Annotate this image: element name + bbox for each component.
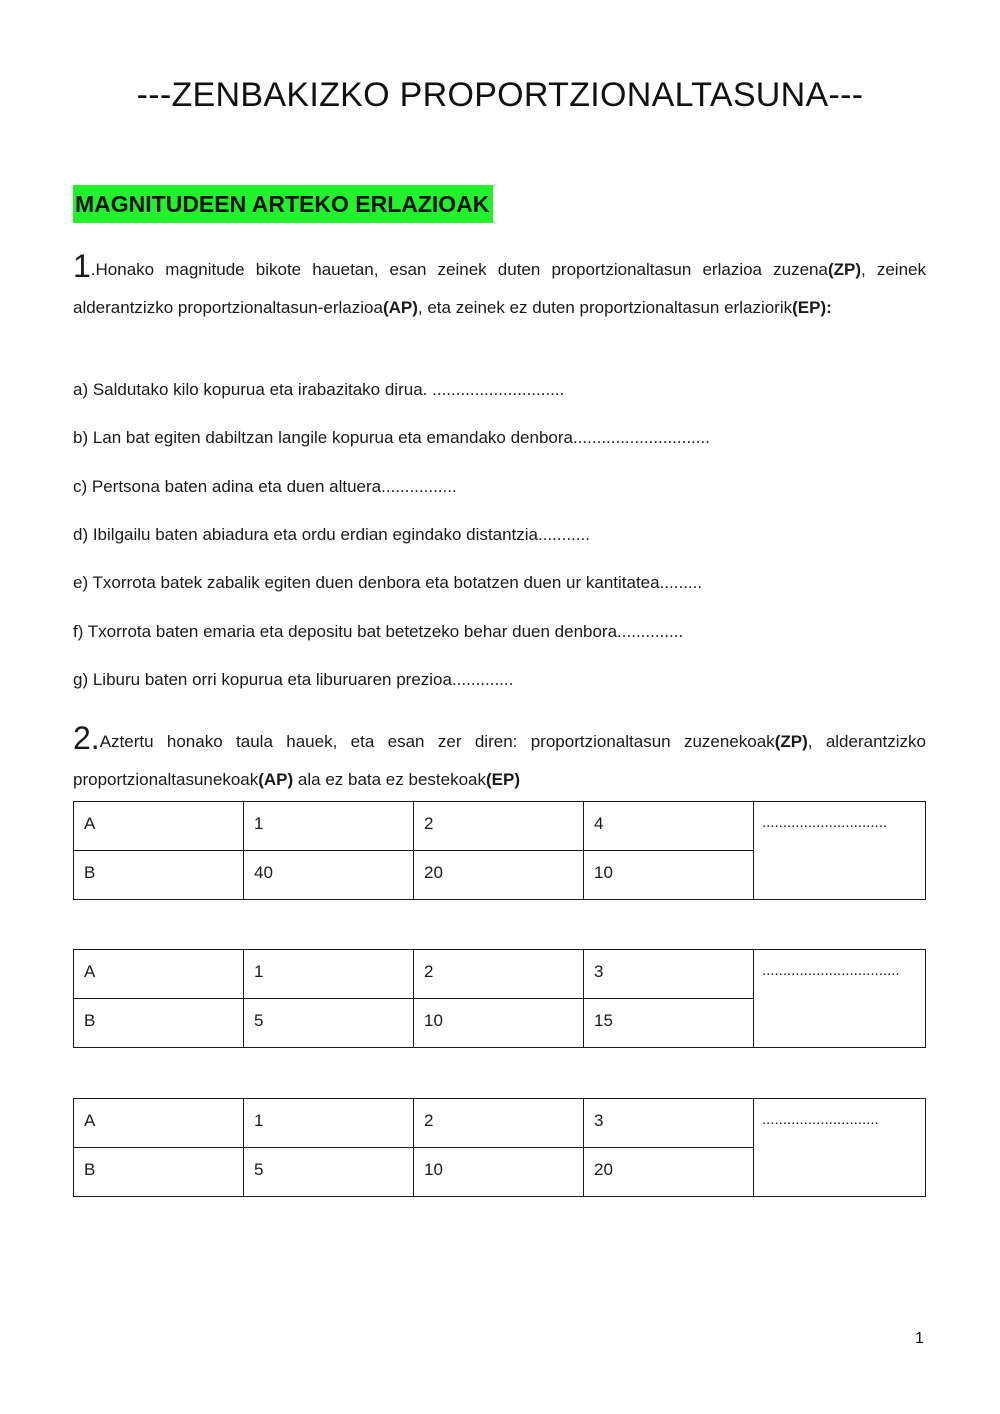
question-number: 1 bbox=[73, 248, 91, 284]
label-zp: (ZP) bbox=[827, 260, 861, 279]
table-cell: A bbox=[74, 1099, 244, 1148]
question-text: , zeinek alderantzizko proportzionaltasun-erlazioa bbox=[73, 260, 926, 317]
question-1 bbox=[73, 250, 926, 327]
label-ap: (AP) bbox=[382, 298, 418, 317]
table-cell: A bbox=[74, 802, 244, 851]
table-cell: 1 bbox=[244, 1099, 414, 1148]
table-cell: B bbox=[74, 999, 244, 1048]
table-cell: 3 bbox=[584, 950, 754, 999]
table-cell: 10 bbox=[584, 851, 754, 900]
table-cell: 5 bbox=[244, 1148, 414, 1197]
table-cell: 3 bbox=[584, 1099, 754, 1148]
table-cell: 2 bbox=[414, 1099, 584, 1148]
table-cell: A bbox=[74, 950, 244, 999]
table-cell: 10 bbox=[414, 1148, 584, 1197]
table-cell: 2 bbox=[414, 802, 584, 851]
question-text: , alderantzizko proportzionaltasunekoak bbox=[73, 732, 926, 789]
table-cell: 4 bbox=[584, 802, 754, 851]
question-2 bbox=[73, 722, 926, 799]
list-item-e: e) Txorrota batek zabalik egiten duen denbora eta botatzen duen ur kantitatea......... bbox=[73, 573, 703, 592]
table-cell: 5 bbox=[244, 999, 414, 1048]
table-row bbox=[74, 1099, 926, 1148]
table-cell: B bbox=[74, 1148, 244, 1197]
answer-blank[interactable]: ............................ bbox=[754, 1099, 926, 1197]
list-item-b: b) Lan bat egiten dabiltzan langile kopurua eta emandako denbora............................. bbox=[73, 428, 710, 447]
list-item-f: f) Txorrota baten emaria eta depositu bat betetzeko behar duen denbora.............. bbox=[73, 622, 684, 641]
table-cell: 20 bbox=[414, 851, 584, 900]
page-title: ---ZENBAKIZKO PROPORTZIONALTASUNA--- bbox=[136, 76, 864, 114]
table-cell: 10 bbox=[414, 999, 584, 1048]
table-cell: 2 bbox=[414, 950, 584, 999]
table-row bbox=[74, 802, 926, 851]
table-cell: 20 bbox=[584, 1148, 754, 1197]
section-heading: MAGNITUDEEN ARTEKO ERLAZIOAK bbox=[73, 185, 493, 223]
table-cell: 1 bbox=[244, 802, 414, 851]
page-number: 1 bbox=[915, 1330, 924, 1347]
list-item-g: g) Liburu baten orri kopurua eta liburuaren prezioa............. bbox=[73, 670, 514, 689]
proportion-table-1 bbox=[73, 801, 926, 900]
table-row bbox=[74, 950, 926, 999]
proportion-table-3 bbox=[73, 1098, 926, 1197]
label-ap: (AP) bbox=[258, 770, 294, 789]
list-item-d: d) Ibilgailu baten abiadura eta ordu erdian egindako distantzia........... bbox=[73, 525, 590, 544]
table-cell: 40 bbox=[244, 851, 414, 900]
question-text: ala ez bata ez bestekoak bbox=[293, 770, 486, 789]
question-text: .Honako magnitude bikote hauetan, esan zeinek duten proportzionaltasun erlazioa zuzena bbox=[90, 260, 828, 279]
label-ep: (EP): bbox=[792, 298, 832, 317]
list-item-c: c) Pertsona baten adina eta duen altuera................ bbox=[73, 477, 457, 496]
proportion-table-2 bbox=[73, 949, 926, 1048]
label-ep: (EP) bbox=[485, 770, 520, 789]
question-text: Aztertu honako taula hauek, eta esan zer diren: proportzionaltasun zuzenekoak bbox=[99, 732, 775, 751]
table-cell: 1 bbox=[244, 950, 414, 999]
list-item-a: a) Saldutako kilo kopurua eta irabazitako dirua. ............................ bbox=[73, 380, 565, 399]
table-cell: B bbox=[74, 851, 244, 900]
answer-blank[interactable]: .............................. bbox=[754, 802, 926, 900]
question-text: , eta zeinek ez duten proportzionaltasun erlaziorik bbox=[417, 298, 793, 317]
table-cell: 15 bbox=[584, 999, 754, 1048]
answer-blank[interactable]: ................................. bbox=[754, 950, 926, 1048]
question-number: 2. bbox=[73, 720, 100, 756]
label-zp: (ZP) bbox=[774, 732, 808, 751]
